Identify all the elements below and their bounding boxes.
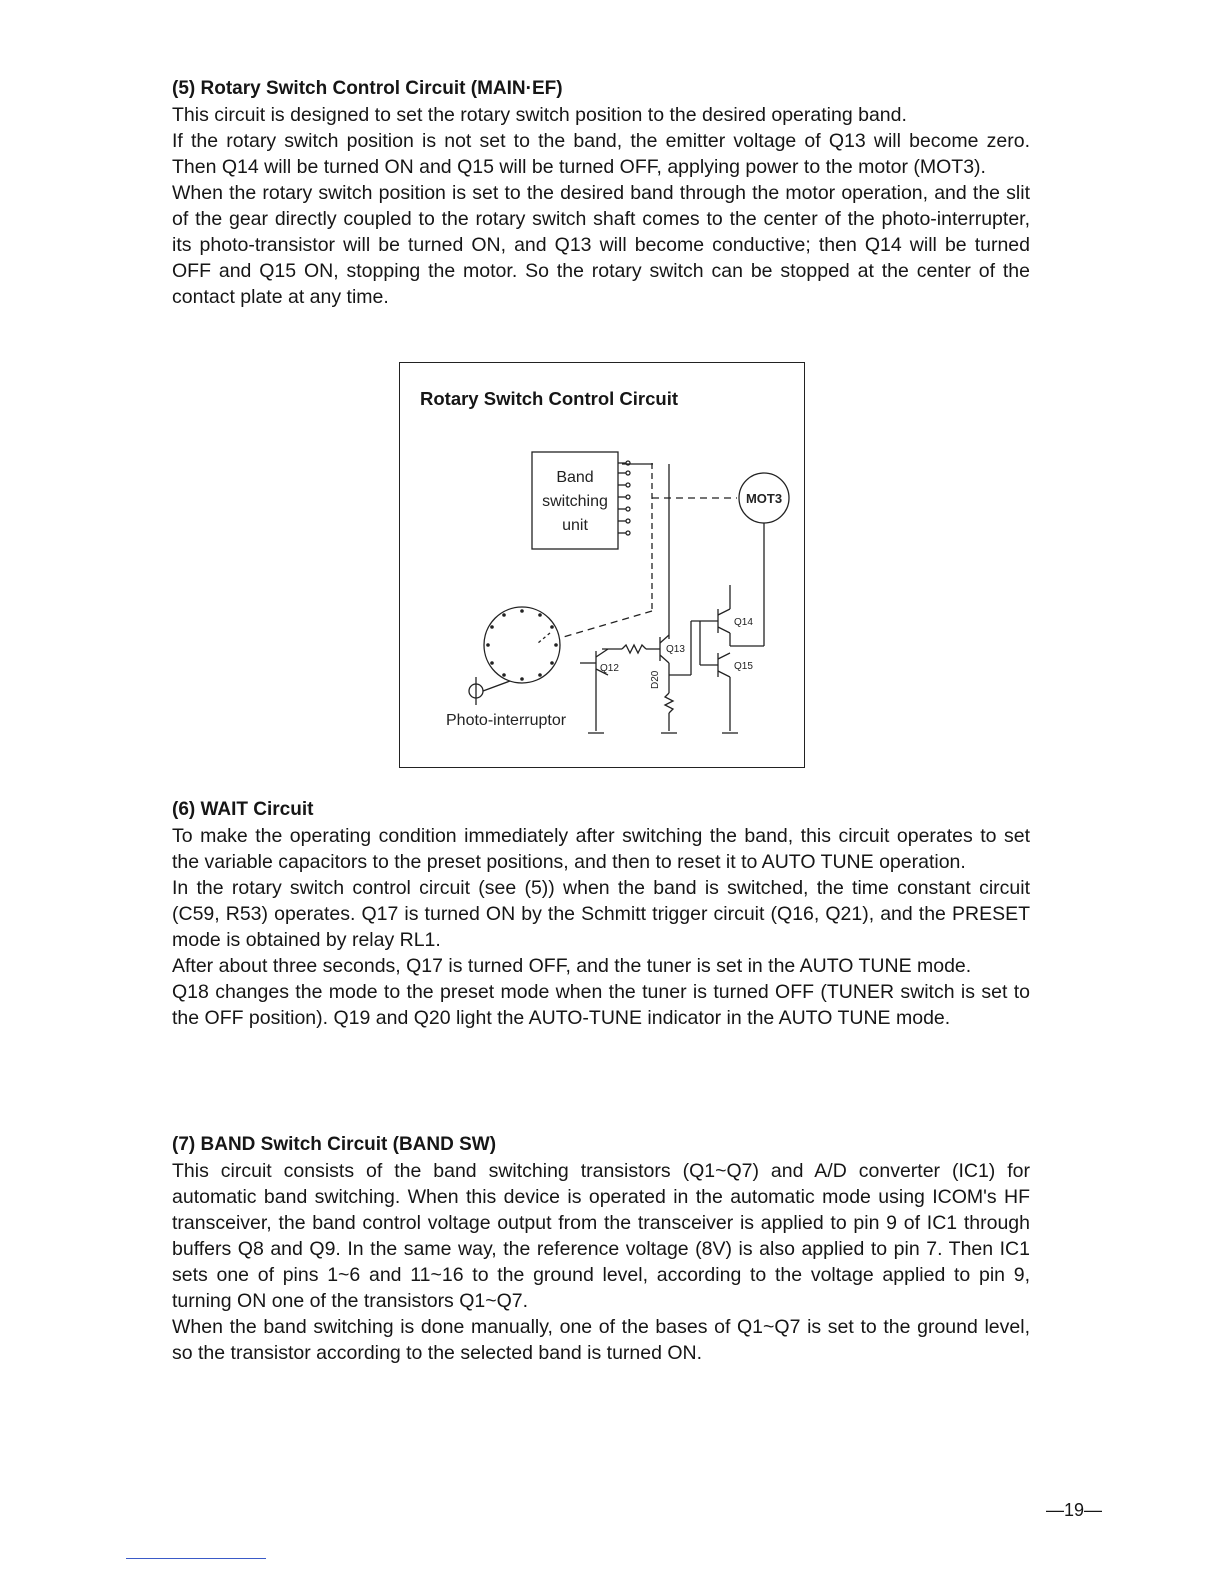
section-5-paragraph: When the rotary switch position is set to the desired band through the motor operation, and the slit of the gear directly coupled to the rotary switch shaft comes to the center of the photo-interrupter, its photo-transistor will be turned ON, and Q13 will become conductive; then Q14 will be turned OFF and Q15 ON, stopping the motor. So the rotary switch can be stopped at the center of the contact plate at any time.	[172, 182, 1030, 308]
photo-interruptor-label: Photo-interruptor	[446, 712, 567, 729]
band-unit-line-3: unit	[562, 517, 588, 534]
rotary-contacts	[486, 609, 558, 681]
section-7-heading: (7) BAND Switch Circuit (BAND SW)	[172, 1134, 497, 1155]
band-unit-line-1: Band	[556, 469, 594, 486]
section-6-paragraph: In the rotary switch control circuit (see (5)) when the band is switched, the time constant circuit (C59, R53) operates. Q17 is turned ON by the Schmitt trigger circuit (Q16, Q21), and the PRESET mode is obtained by relay RL1.	[172, 877, 1030, 951]
section-5-paragraph: If the rotary switch position is not set to the band, the emitter voltage of Q13 will become zero. Then Q14 will be turned ON and Q15 will be turned OFF, applying power to the motor (MOT3).	[172, 130, 1030, 178]
figure-title: Rotary Switch Control Circuit	[420, 388, 678, 409]
rotary-switch	[484, 607, 560, 683]
section-7	[172, 1132, 1030, 1366]
section-6-heading: (6) WAIT Circuit	[172, 799, 314, 820]
d20-label: D20	[650, 670, 661, 689]
section-5-paragraph: This circuit is designed to set the rotary switch position to the desired operating band.	[172, 104, 907, 126]
section-6	[172, 797, 1030, 1031]
section-7-paragraph: This circuit consists of the band switching transistors (Q1~Q7) and A/D converter (IC1) for automatic band switching. When this device is operated in the automatic mode using ICOM's HF transceiver, the band control voltage output from the transceiver is applied to pin 9 of IC1 through buffers Q8 and Q9. In the same way, the reference voltage (8V) is also applied to pin 7. Then IC1 sets one of pins 1~6 and 11~16 to the ground level, according to the voltage applied to pin 9, turning ON one of the transistors Q1~Q7.	[172, 1160, 1030, 1312]
q15-label: Q15	[734, 661, 753, 672]
footer-rule	[126, 1558, 266, 1559]
unit-contacts	[618, 461, 630, 535]
band-unit-line-2: switching	[542, 493, 608, 510]
q14-label: Q14	[734, 617, 753, 628]
motor-label: MOT3	[745, 491, 783, 506]
circuit-figure	[399, 362, 805, 768]
section-5-heading: (5) Rotary Switch Control Circuit (MAIN·EF)	[172, 78, 563, 99]
section-6-paragraph: After about three seconds, Q17 is turned OFF, and the tuner is set in the AUTO TUNE mode.	[172, 955, 972, 977]
page-number: —19—	[1046, 1500, 1103, 1520]
circuit-schematic	[400, 363, 806, 769]
section-7-paragraph: When the band switching is done manually, one of the bases of Q1~Q7 is set to the ground level, so the transistor according to the selected band is turned ON.	[172, 1316, 1030, 1364]
q12-label: Q12	[600, 663, 619, 674]
section-5	[172, 76, 1030, 310]
section-6-paragraph: Q18 changes the mode to the preset mode when the tuner is turned OFF (TUNER switch is set to the OFF position). Q19 and Q20 light the AUTO-TUNE indicator in the AUTO TUNE mode.	[172, 981, 1030, 1029]
section-6-paragraph: To make the operating condition immediately after switching the band, this circuit operates to set the variable capacitors to the preset positions, and then to reset it to AUTO TUNE operation.	[172, 825, 1030, 873]
q13-label: Q13	[666, 644, 685, 655]
